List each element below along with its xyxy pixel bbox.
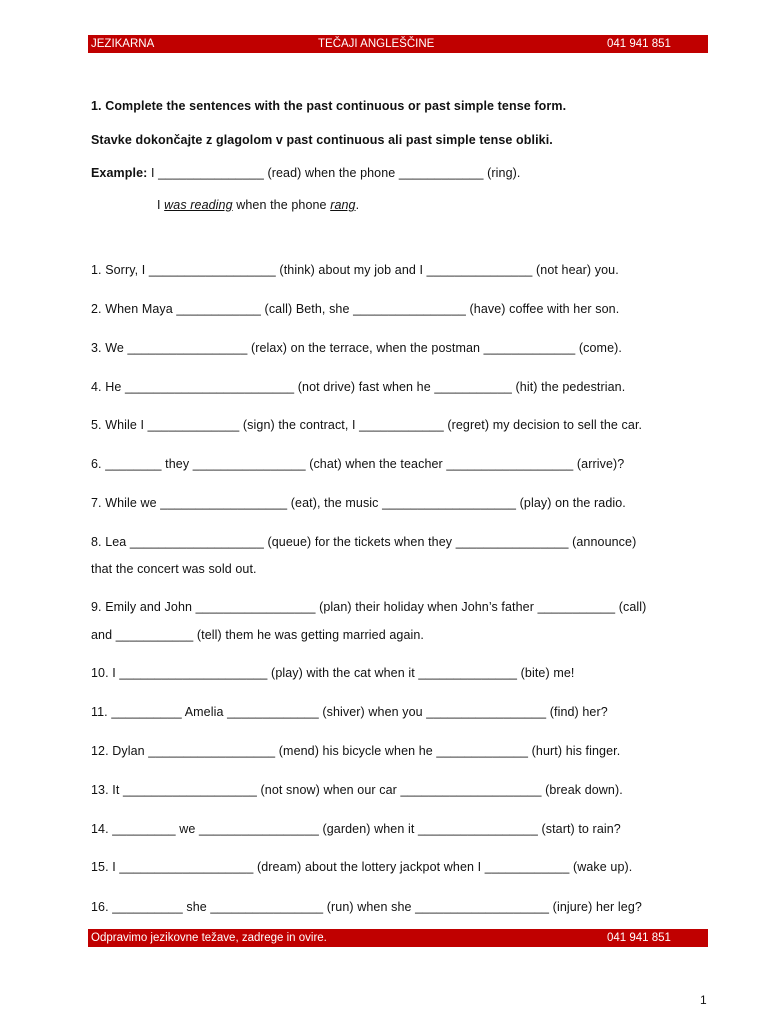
exercise-7: 7. While we __________________ (eat), the music ___________________ (play) on the radio. xyxy=(91,496,626,510)
example-prompt: I _______________ (read) when the phone ____________ (ring). xyxy=(147,166,521,180)
exercise-8: 8. Lea ___________________ (queue) for the tickets when they ________________ (announce) xyxy=(91,535,637,549)
example-answer-verb2: rang xyxy=(330,198,356,212)
footer-phone: 041 941 851 xyxy=(607,932,671,944)
example-answer-pre: I xyxy=(157,198,165,212)
exercise-12: 12. Dylan __________________ (mend) his bicycle when he _____________ (hurt) his finger. xyxy=(91,744,621,758)
exercise-8-continued: that the concert was sold out. xyxy=(91,562,257,576)
example-answer-end: . xyxy=(355,198,360,212)
exercise-3: 3. We _________________ (relax) on the terrace, when the postman _____________ (come). xyxy=(91,341,622,355)
exercise-15: 15. I ___________________ (dream) about the lottery jackpot when I ____________ (wake up). xyxy=(91,860,633,874)
header-brand: JEZIKARNA xyxy=(91,38,155,50)
exercise-2: 2. When Maya ____________ (call) Beth, she ________________ (have) coffee with her son. xyxy=(91,302,620,316)
footer-bar xyxy=(88,929,708,947)
example-answer-mid: when the phone xyxy=(232,198,331,212)
exercise-16: 16. __________ she ________________ (run) when she ___________________ (injure) her leg? xyxy=(91,900,642,914)
exercise-11: 11. __________ Amelia _____________ (shiver) when you _________________ (find) her? xyxy=(91,705,608,719)
page-number: 1 xyxy=(700,993,707,1007)
example-line xyxy=(91,166,520,180)
example-label: Example: xyxy=(91,166,148,180)
exercise-13: 13. It ___________________ (not snow) when our car ____________________ (break down). xyxy=(91,783,623,797)
example-answer xyxy=(157,198,359,212)
header-phone: 041 941 851 xyxy=(607,38,671,50)
header-bar xyxy=(88,35,708,53)
exercise-1: 1. Sorry, I __________________ (think) about my job and I _______________ (not hear) you. xyxy=(91,263,619,277)
exercise-4: 4. He ________________________ (not drive) fast when he ___________ (hit) the pedestrian. xyxy=(91,380,626,394)
exercise-10: 10. I _____________________ (play) with the cat when it ______________ (bite) me! xyxy=(91,666,575,680)
exercise-5: 5. While I _____________ (sign) the contract, I ____________ (regret) my decision to sell the car. xyxy=(91,418,643,432)
exercise-9: 9. Emily and John _________________ (plan) their holiday when John’s father ___________ (call) xyxy=(91,600,647,614)
instruction-slovene: Stavke dokončajte z glagolom v past continuous ali past simple tense obliki. xyxy=(91,133,553,147)
footer-slogan: Odpravimo jezikovne težave, zadrege in ovire. xyxy=(91,932,327,944)
header-title: TEČAJI ANGLEŠČINE xyxy=(318,38,435,50)
exercise-14: 14. _________ we _________________ (garden) when it _________________ (start) to rain? xyxy=(91,822,621,836)
instruction-english: 1. Complete the sentences with the past continuous or past simple tense form. xyxy=(91,99,567,113)
exercise-6: 6. ________ they ________________ (chat) when the teacher __________________ (arrive)? xyxy=(91,457,625,471)
example-answer-verb1: was reading xyxy=(164,198,233,212)
exercise-9-continued: and ___________ (tell) them he was getting married again. xyxy=(91,628,424,642)
